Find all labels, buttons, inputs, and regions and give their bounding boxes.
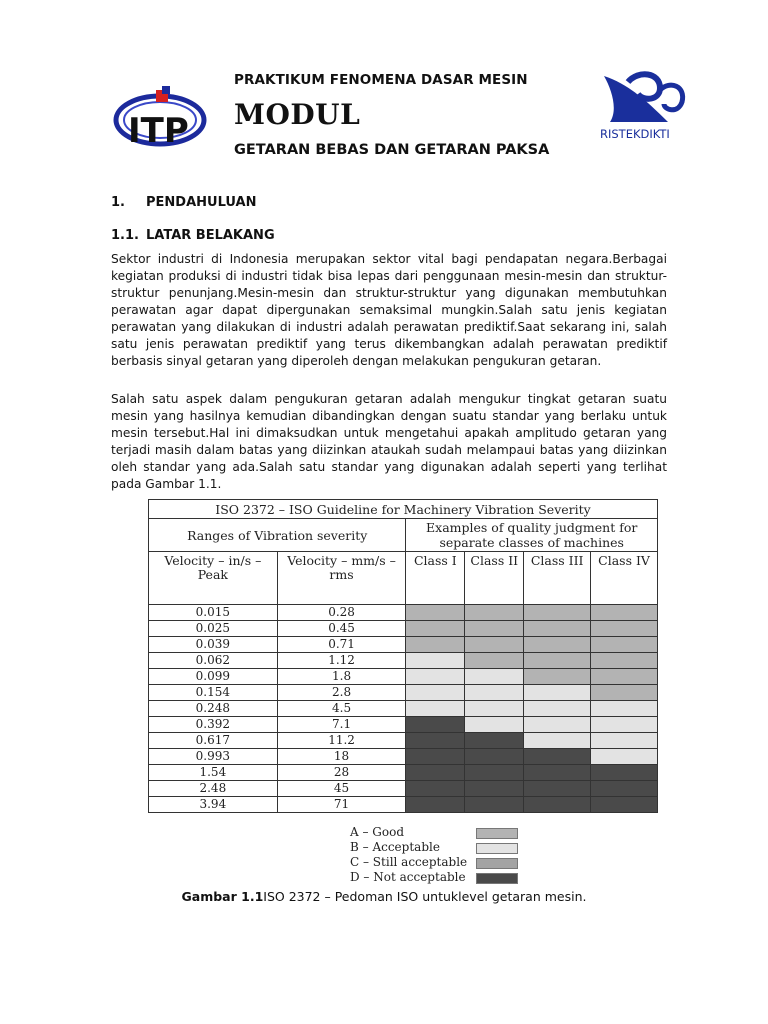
grade-cell-class-4 xyxy=(591,797,658,813)
velocity-ins-cell: 0.993 xyxy=(149,749,278,765)
velocity-mms-cell: 45 xyxy=(277,781,406,797)
grade-cell-class-4 xyxy=(591,717,658,733)
grade-cell-class-1 xyxy=(406,781,465,797)
velocity-mms-cell: 1.8 xyxy=(277,669,406,685)
grade-cell-class-3 xyxy=(524,685,591,701)
grade-cell-class-4 xyxy=(591,653,658,669)
velocity-ins-cell: 0.062 xyxy=(149,653,278,669)
caption-label: Gambar 1.1 xyxy=(181,889,264,904)
grade-cell-class-3 xyxy=(524,669,591,685)
grade-cell-class-1 xyxy=(406,637,465,653)
table-row xyxy=(149,717,658,733)
col-class-2: Class II xyxy=(465,552,524,605)
ristekdikti-logo xyxy=(598,70,690,142)
grade-cell-class-4 xyxy=(591,781,658,797)
grade-cell-class-3 xyxy=(524,717,591,733)
legend-swatch xyxy=(476,873,518,884)
velocity-ins-cell: 1.54 xyxy=(149,765,278,781)
grade-cell-class-4 xyxy=(591,621,658,637)
velocity-ins-cell: 0.248 xyxy=(149,701,278,717)
grade-cell-class-2 xyxy=(465,781,524,797)
velocity-mms-cell: 7.1 xyxy=(277,717,406,733)
table-row xyxy=(149,685,658,701)
grade-cell-class-4 xyxy=(591,749,658,765)
col-velocity-ins: Velocity – in/s – Peak xyxy=(149,552,278,605)
module-subtitle: GETARAN BEBAS DAN GETARAN PAKSA xyxy=(234,142,550,158)
velocity-ins-cell: 0.154 xyxy=(149,685,278,701)
grade-cell-class-1 xyxy=(406,717,465,733)
legend-label: A – Good xyxy=(350,825,405,839)
table-row xyxy=(149,621,658,637)
legend-label: C – Still acceptable xyxy=(350,855,468,869)
grade-cell-class-1 xyxy=(406,685,465,701)
velocity-mms-cell: 4.5 xyxy=(277,701,406,717)
legend-swatch xyxy=(476,858,518,869)
velocity-mms-cell: 71 xyxy=(277,797,406,813)
grade-cell-class-3 xyxy=(524,653,591,669)
table-row xyxy=(149,781,658,797)
grade-cell-class-1 xyxy=(406,669,465,685)
grade-cell-class-1 xyxy=(406,797,465,813)
velocity-ins-cell: 0.015 xyxy=(149,605,278,621)
grade-cell-class-3 xyxy=(524,749,591,765)
velocity-ins-cell: 3.94 xyxy=(149,797,278,813)
grade-cell-class-4 xyxy=(591,765,658,781)
grade-cell-class-3 xyxy=(524,733,591,749)
section-title: PENDAHULUAN xyxy=(146,195,257,210)
itp-logo-text: ITP xyxy=(128,111,189,150)
legend-swatch xyxy=(476,843,518,854)
iso-vibration-table xyxy=(148,499,658,813)
grade-cell-class-3 xyxy=(524,621,591,637)
velocity-ins-cell: 0.039 xyxy=(149,637,278,653)
legend-item xyxy=(350,870,520,885)
velocity-mms-cell: 18 xyxy=(277,749,406,765)
legend-item xyxy=(350,825,520,840)
velocity-ins-cell: 2.48 xyxy=(149,781,278,797)
grade-cell-class-3 xyxy=(524,605,591,621)
velocity-mms-cell: 0.71 xyxy=(277,637,406,653)
ranges-header: Ranges of Vibration severity xyxy=(149,519,406,552)
table-row xyxy=(149,605,658,621)
grade-cell-class-2 xyxy=(465,669,524,685)
velocity-mms-cell: 11.2 xyxy=(277,733,406,749)
grade-cell-class-3 xyxy=(524,637,591,653)
paragraph: Salah satu aspek dalam pengukuran getaran adalah mengukur tingkat getaran suatu mesin yang hasilnya kemudian dibandingkan dengan suatu standar yang berlaku untuk mesin tersebut.Hal ini dimaksudkan untuk mengetahui apakah amplitudo getaran yang terjadi masih dalam batas yang diizinkan ataukah sudah melampaui batas yang diizinkan oleh standar yang ada.Salah satu standar yang digunakan adalah seperti yang terlihat pada Gambar 1.1. xyxy=(111,392,667,491)
subsection-title: LATAR BELAKANG xyxy=(146,228,275,243)
grade-cell-class-4 xyxy=(591,701,658,717)
grade-cell-class-2 xyxy=(465,717,524,733)
table-row xyxy=(149,797,658,813)
subsection-number: 1.1. xyxy=(111,228,139,243)
velocity-ins-cell: 0.617 xyxy=(149,733,278,749)
grade-cell-class-4 xyxy=(591,733,658,749)
velocity-mms-cell: 0.45 xyxy=(277,621,406,637)
grade-cell-class-1 xyxy=(406,765,465,781)
itp-logo xyxy=(112,84,212,150)
grade-cell-class-3 xyxy=(524,765,591,781)
legend xyxy=(350,825,520,885)
legend-item xyxy=(350,855,520,870)
grade-cell-class-2 xyxy=(465,685,524,701)
grade-cell-class-2 xyxy=(465,701,524,717)
velocity-ins-cell: 0.099 xyxy=(149,669,278,685)
velocity-ins-cell: 0.392 xyxy=(149,717,278,733)
figure-caption xyxy=(0,889,768,904)
ristekdikti-logo-text: RISTEKDIKTI xyxy=(600,127,670,141)
table-row xyxy=(149,765,658,781)
legend-item xyxy=(350,840,520,855)
grade-cell-class-2 xyxy=(465,605,524,621)
legend-label: B – Acceptable xyxy=(350,840,440,854)
grade-cell-class-1 xyxy=(406,605,465,621)
grade-cell-class-2 xyxy=(465,749,524,765)
paragraph: Sektor industri di Indonesia merupakan sektor vital bagi pendapatan negara.Berbagai kegiatan produksi di industri tidak bisa lepas dari penggunaan mesin-mesin dan struktur-struktur penunjang.Mesin-mesin dan struktur-struktur yang digunakan membutuhkan perawatan agar dapat dipergunakan semaksimal mungkin.Salah satu jenis kegiatan perawatan yang dilakukan di industri adalah perawatan prediktif.Saat sekarang ini, salah satu jenis perawatan prediktif yang terus dikembangkan adalah perawatan prediktif berbasis sinyal getaran yang diperoleh dengan melakukan pengukuran getaran. xyxy=(111,252,667,368)
grade-cell-class-3 xyxy=(524,701,591,717)
table-row xyxy=(149,637,658,653)
grade-cell-class-4 xyxy=(591,685,658,701)
legend-label: D – Not acceptable xyxy=(350,870,466,884)
col-velocity-mms: Velocity – mm/s – rms xyxy=(277,552,406,605)
velocity-mms-cell: 1.12 xyxy=(277,653,406,669)
grade-cell-class-3 xyxy=(524,781,591,797)
velocity-mms-cell: 28 xyxy=(277,765,406,781)
grade-cell-class-1 xyxy=(406,653,465,669)
velocity-mms-cell: 0.28 xyxy=(277,605,406,621)
grade-cell-class-2 xyxy=(465,765,524,781)
grade-cell-class-4 xyxy=(591,669,658,685)
grade-cell-class-3 xyxy=(524,797,591,813)
table-row xyxy=(149,733,658,749)
grade-cell-class-2 xyxy=(465,637,524,653)
grade-cell-class-2 xyxy=(465,621,524,637)
grade-cell-class-2 xyxy=(465,733,524,749)
table-title: ISO 2372 – ISO Guideline for Machinery Vibration Severity xyxy=(149,500,658,519)
grade-cell-class-2 xyxy=(465,653,524,669)
grade-cell-class-1 xyxy=(406,733,465,749)
grade-cell-class-4 xyxy=(591,637,658,653)
legend-swatch xyxy=(476,828,518,839)
grade-cell-class-1 xyxy=(406,621,465,637)
table-row xyxy=(149,701,658,717)
col-class-3: Class III xyxy=(524,552,591,605)
section-number: 1. xyxy=(111,195,125,210)
col-class-4: Class IV xyxy=(591,552,658,605)
table-row xyxy=(149,669,658,685)
table-row xyxy=(149,653,658,669)
caption-text: ISO 2372 – Pedoman ISO untuklevel getaran mesin. xyxy=(263,889,587,904)
col-class-1: Class I xyxy=(406,552,465,605)
grade-cell-class-1 xyxy=(406,749,465,765)
table-row xyxy=(149,749,658,765)
velocity-mms-cell: 2.8 xyxy=(277,685,406,701)
grade-cell-class-4 xyxy=(591,605,658,621)
velocity-ins-cell: 0.025 xyxy=(149,621,278,637)
course-title: PRAKTIKUM FENOMENA DASAR MESIN xyxy=(234,72,528,88)
doc-type-title: MODUL xyxy=(234,98,361,131)
grade-cell-class-1 xyxy=(406,701,465,717)
examples-header: Examples of quality judgment for separate classes of machines xyxy=(406,519,658,552)
grade-cell-class-2 xyxy=(465,797,524,813)
